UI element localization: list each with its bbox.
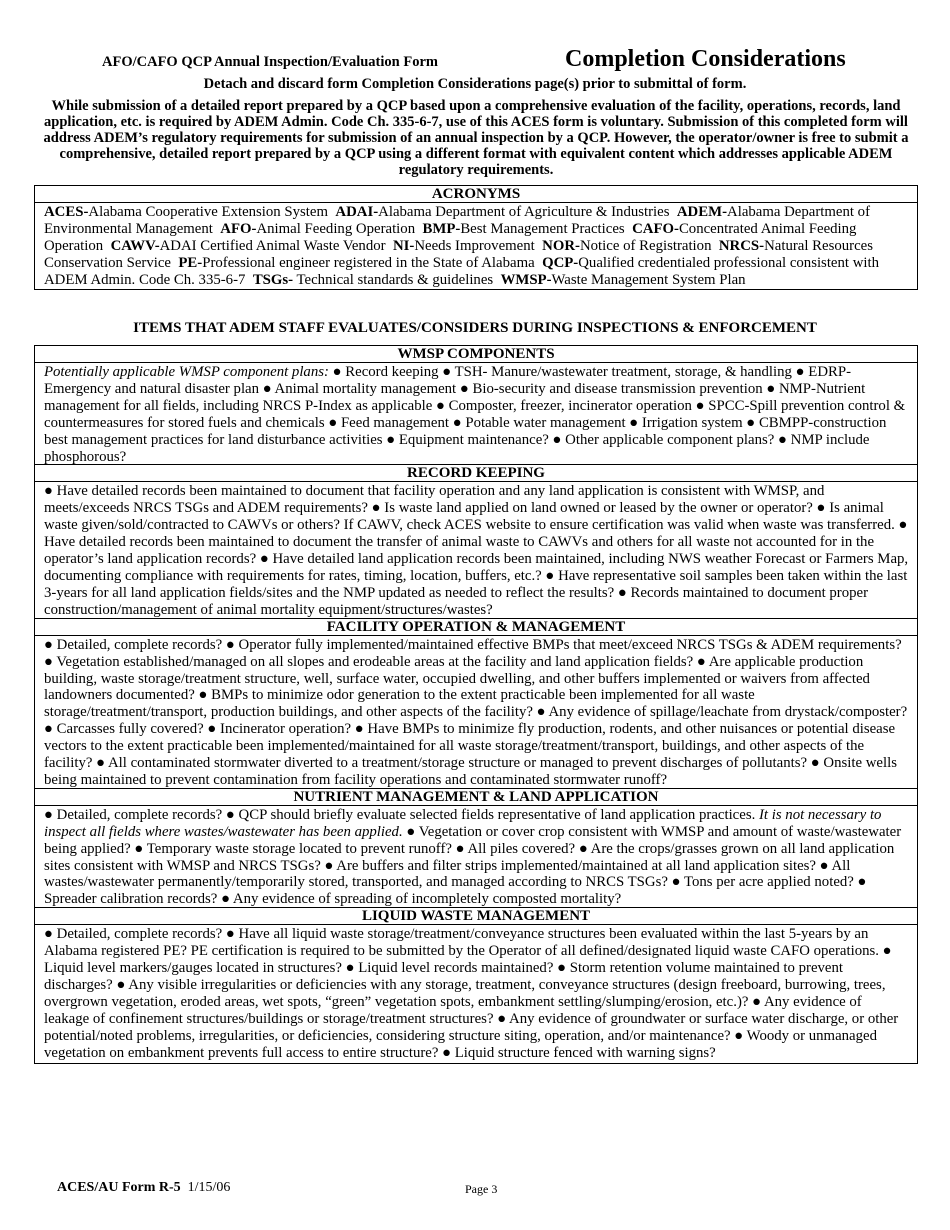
acronym-abbr: NOR-	[542, 237, 580, 254]
footer-page-number: Page 3	[465, 1182, 498, 1196]
acronym-text: ADAI Certified Animal Waste Vendor	[159, 237, 386, 254]
acronym-text: Animal Feeding Operation	[256, 220, 416, 237]
acronym-abbr: PE-	[178, 254, 203, 271]
acronym-abbr: CAFO-	[632, 220, 679, 237]
acronym-item	[501, 272, 746, 288]
acronym-text: Alabama Department of Environmental Management	[44, 204, 874, 237]
acronym-abbr: NRCS-	[718, 237, 765, 254]
acronym-abbr: ACES-	[44, 204, 89, 220]
footer-form-number: ACES/AU Form R-5	[57, 1180, 181, 1195]
acronym-item	[335, 204, 669, 220]
detach-note: Detach and discard form Completion Considerations page(s) prior to submittal of form.	[203, 76, 747, 92]
acronym-text: Concentrated Animal Feeding Operation	[44, 220, 861, 254]
acronyms-list	[35, 203, 917, 289]
acronym-abbr: ADEM-	[676, 204, 728, 220]
acronym-abbr: NI-	[392, 237, 415, 254]
acronym-text: Best Management Practices	[460, 220, 625, 237]
section-title: Completion Considerations	[565, 46, 846, 72]
wmsp-lead: Potentially applicable WMSP component plans:	[44, 364, 329, 380]
nutrient-title: NUTRIENT MANAGEMENT & LAND APPLICATION	[35, 788, 917, 806]
record-keeping-body: ● Have detailed records been maintained to document that facility operation and any land application is consistent with WMSP, and meets/exceeds NRCS TSGs and ADEM requirements? ● Is waste land applied on land owned or leased by the owner or operator? ● Is animal waste given/sold/contracted to CAWVs or others? If CAWV, check ACES website to ensure certification was valid when waste was transferred. ● Have detailed records been maintained to document the transfer of animal waste to CAWVs and others for all waste not accounted for in the operator’s land application records? ● Have detailed land application records been maintained, including NWS weather Forecast or Farmers Map, documenting compliance with requirements for rates, timing, location, buffers, etc.? ● Have representative soil samples been taken within the last 3-years for all land application fields/sites and the NMP updated as needed to reflect the results? ● Records maintained to document proper construction/management of animal mortality equipment/structures/wastes?	[44, 483, 909, 618]
acronym-text: Qualified credentialed professional consistent with ADEM Admin. Code Ch. 335-6-7	[44, 254, 882, 288]
acronym-abbr: BMP-	[422, 220, 461, 237]
liquid-body: ● Detailed, complete records? ● Have all liquid waste storage/treatment/conveyance structures been evaluated within the last 5-years by an Alabama registered PE? PE certification is required to be submitted by the Operator of all defined/designated liquid waste CAFO operations. ● Liquid level markers/gauges located in structures? ● Liquid level records maintained? ● Storm retention volume maintained to prevent discharges? ● Any visible irregularities or deficiencies with any storage, treatment, conveyance structures (design freeboard, burrowing, trees, overgrown vegetation, eroded areas, wet spots, “green” vegetation spots, embankment settling/slumping/erosion, etc.)? ● Any evidence of leakage of confinement structures/buildings or storage/treatment structures? ● Any evidence of groundwater or surface water discharge, or other potential/noted problems, irregularities, or deficiencies, considering structure siting, operation, and/or maintenance? ● Woody or unmanaged vegetation on embankment prevents full access to entire structure? ● Liquid structure fenced with warning signs?	[44, 926, 899, 1061]
acronym-item	[220, 221, 415, 237]
items-heading: ITEMS THAT ADEM STAFF EVALUATES/CONSIDERS DURING INSPECTIONS & ENFORCEMENT	[133, 320, 817, 336]
facility-title: FACILITY OPERATION & MANAGEMENT	[35, 618, 917, 636]
acronym-item	[253, 272, 493, 288]
acronym-item	[542, 238, 711, 254]
acronym-abbr: QCP-	[542, 254, 579, 271]
acronym-abbr: WMSP-	[500, 271, 552, 288]
acronym-item	[393, 238, 535, 254]
wmsp-body	[35, 363, 917, 465]
acronyms-box	[34, 185, 918, 290]
nutrient-text-b: ● Vegetation or cover crop consistent with WMSP and amount of waste/wastewater being applied? ● Temporary waste storage located to prevent runoff? ● All piles covered? ● Are the crops/grasses grown on all land application sites consistent with WMSP and NRCS TSGs? ● Are buffers and filter strips implemented/maintained at all land application sites? ● All wastes/wastewater permanently/temporarily stored, transported, and managed according to NRCS TSGs? ● Tons per acre applied noted? ● Spreader calibration records? ● Any evidence of spreading of incompletely composted mortality?	[44, 823, 902, 908]
acronym-text: Notice of Registration	[579, 237, 712, 254]
facility-body: ● Detailed, complete records? ● Operator fully implemented/maintained effective BMPs that meet/exceed NRCS TSGs & ADEM requirements? ● Vegetation established/managed on all slopes and erodeable areas at the facility and land application fields? ● Are applicable production building, waste storage/treatment structure, well, surface water, occupied dwelling, and other buffers implemented or waivers from affected landowners documented? ● BMPs to minimize odor generation to the extent practicable been implemented for all waste storage/treatment/transport, production buildings, and other aspects of the facility? ● Any evidence of spillage/leachate from drystack/composter? ● Carcasses fully covered? ● Incinerator operation? ● Have BMPs to minimize fly production, rodents, and other nuisances or potential disease vectors to the extent practicable been implemented/maintained for all waste storage/treatment/transport, buildings, and other aspects of the facility? ● All contaminated stormwater diverted to a treatment/storage structure or managed to prevent discharges of pollutants? ● Onsite wells being maintained to prevent contamination from facility operations and contaminated stormwater runoff?	[44, 636, 908, 788]
acronym-abbr: TSGs-	[252, 271, 294, 288]
intro-paragraph: While submission of a detailed report prepared by a QCP based upon a comprehensive evaluation of the facility, operations, records, land application, etc. is required by ADEM Admin. Code Ch. 335-6-7, use of this ACES form is voluntary. Submission of this completed form will address ADEM’s regulatory requirements for submission of an annual inspection by a QCP. However, the operator/owner is free to submit a comprehensive, detailed report prepared by a QCP using a different format with equivalent content which addresses applicable ADEM regulatory requirements.	[43, 98, 909, 178]
acronym-text: Natural Resources Conservation Service	[44, 237, 877, 271]
acronym-abbr: AFO-	[220, 220, 257, 237]
page-header	[0, 46, 950, 76]
acronym-text: Alabama Cooperative Extension System	[88, 204, 328, 220]
acronym-abbr: CAWV-	[110, 237, 160, 254]
acronym-text: Technical standards & guidelines	[293, 271, 494, 288]
acronym-text: Needs Improvement	[414, 237, 535, 254]
liquid-title: LIQUID WASTE MANAGEMENT	[35, 907, 917, 925]
nutrient-text-a: ● Detailed, complete records? ● QCP should briefly evaluate selected fields representative of land application practices.	[44, 806, 759, 823]
evaluation-table	[34, 345, 918, 1064]
nutrient-text-italic: It is not necessary to inspect all fields where wastes/wastewater has been applied.	[44, 806, 882, 840]
footer-date: 1/15/06	[187, 1180, 231, 1195]
acronym-abbr: ADAI-	[335, 204, 379, 220]
footer-form-id	[57, 1180, 230, 1196]
acronyms-title: ACRONYMS	[35, 186, 917, 203]
wmsp-text: ● Record keeping ● TSH- Manure/wastewater treatment, storage, & handling ● EDRP- Emergency and natural disaster plan ● Animal mortality management ● Bio-security and disease transmission prevention ● NMP-Nutrient management for all fields, including NRCS P-Index as applicable ● Composter, freezer, incinerator operation ● SPCC-Spill prevention control & countermeasures for stored fuels and chemicals ● Feed management ● Potable water management ● Irrigation system ● CBMPP-construction best management practices for land disturbance activities ● Equipment maintenance? ● Other applicable component plans? ● NMP include phosphorous?	[44, 364, 906, 465]
acronym-item	[111, 238, 386, 254]
nutrient-body	[35, 806, 917, 908]
acronym-item	[423, 221, 625, 237]
acronym-text: Professional engineer registered in the State of Alabama	[202, 254, 535, 271]
wmsp-title: WMSP COMPONENTS	[35, 346, 917, 363]
form-title: AFO/CAFO QCP Annual Inspection/Evaluation Form	[102, 54, 438, 70]
acronym-item	[44, 204, 328, 220]
record-keeping-title: RECORD KEEPING	[35, 464, 917, 482]
acronym-text: Waste Management System Plan	[551, 271, 746, 288]
acronym-text: Alabama Department of Agriculture & Industries	[378, 204, 670, 220]
acronym-item	[178, 255, 534, 271]
